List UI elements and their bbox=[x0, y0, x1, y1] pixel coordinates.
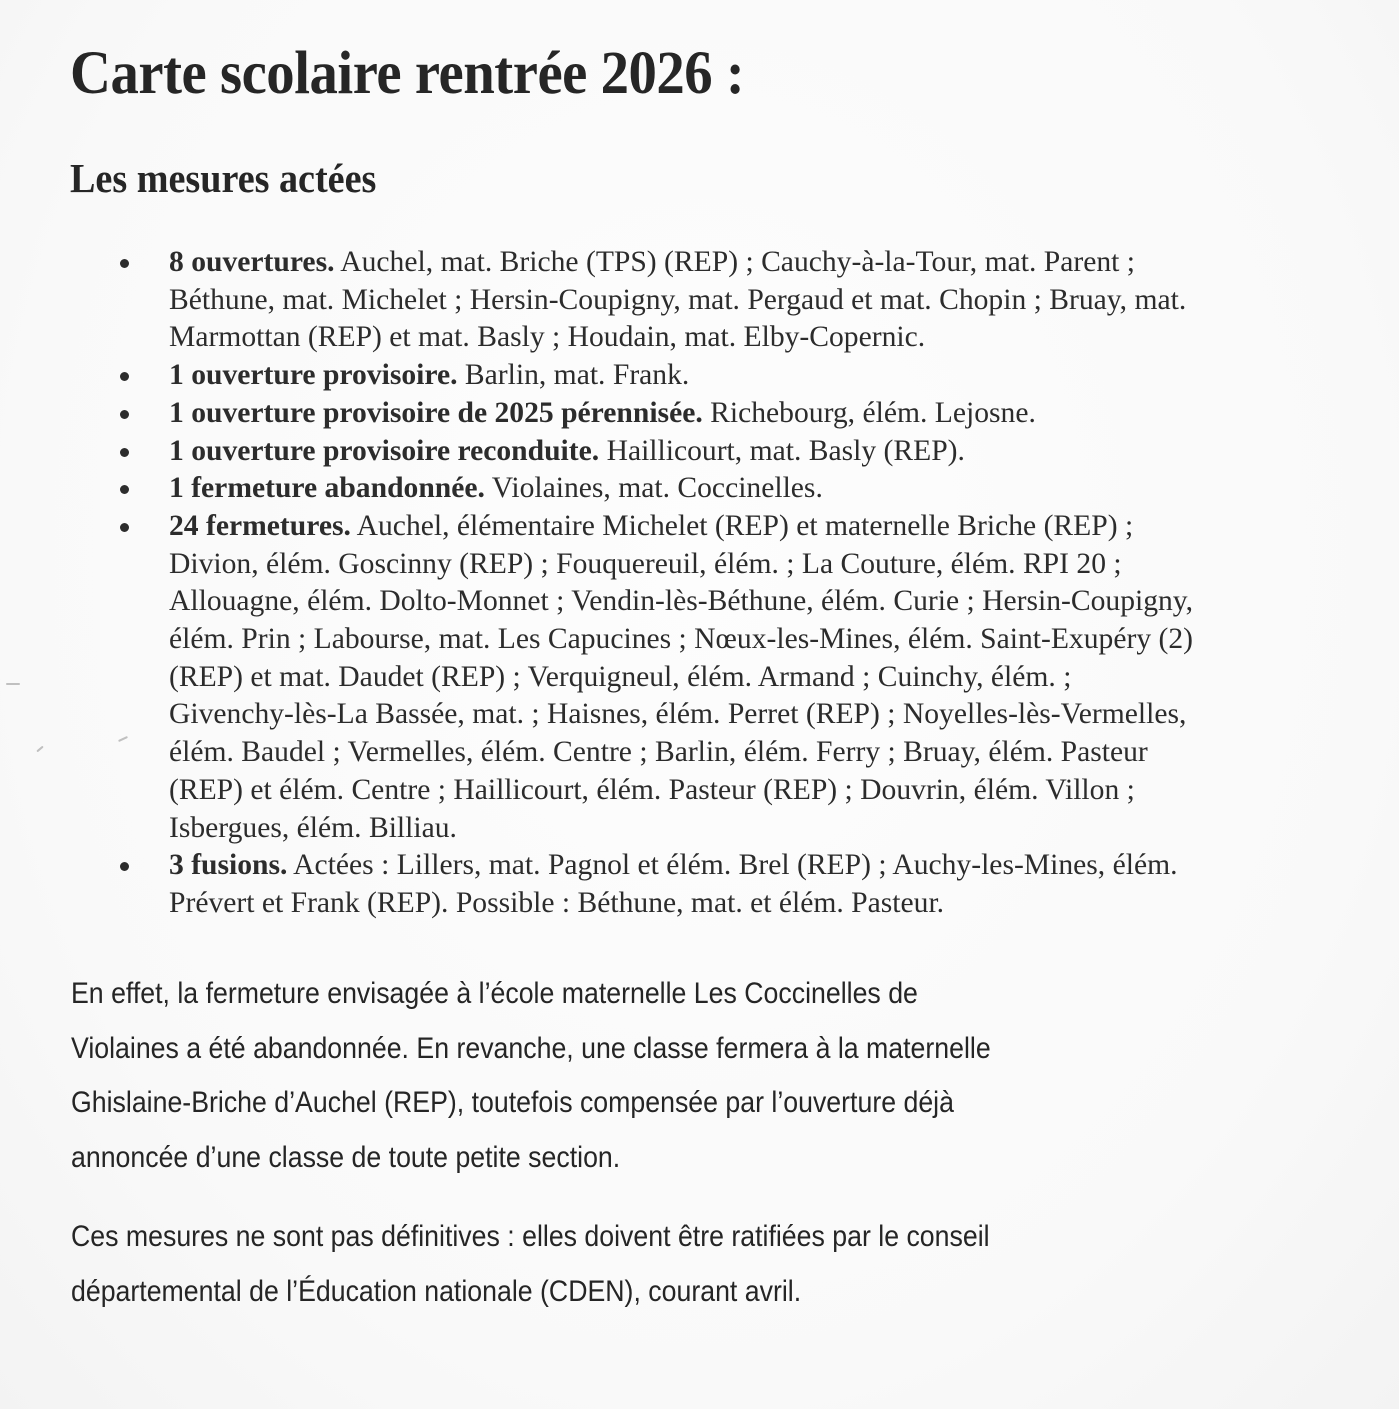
measure-item-closures bbox=[112, 508, 1352, 847]
measure-line bbox=[169, 470, 1352, 508]
measure-text: Auchel, mat. Briche (TPS) (REP) ; Cauchy-à-la-Tour, mat. Parent ; bbox=[334, 246, 1135, 278]
measure-text: Haillicourt, mat. Basly (REP). bbox=[599, 434, 965, 467]
paragraph-explanation bbox=[71, 967, 991, 1185]
bullet-icon bbox=[120, 259, 129, 268]
measure-line: (REP) et élém. Centre ; Haillicourt, élém. Pasteur (REP) ; Douvrin, élém. Villon ; bbox=[169, 773, 1135, 806]
measures-list bbox=[112, 244, 1352, 923]
measure-text: Barlin, mat. Frank. bbox=[457, 359, 690, 392]
bullet-icon bbox=[120, 372, 129, 381]
paragraph-line: Ces mesures ne sont pas définitives : elles doivent être ratifiées par le conseil bbox=[71, 1220, 990, 1253]
bullet-icon bbox=[120, 410, 129, 419]
section-subtitle: Les mesures actées bbox=[70, 155, 377, 201]
paragraph-disclaimer bbox=[71, 1210, 990, 1319]
measure-item-openings bbox=[112, 244, 1352, 357]
page-title: Carte scolaire rentrée 2026 : bbox=[70, 40, 745, 107]
measure-line: Béthune, mat. Michelet ; Hersin-Coupigny, mat. Pergaud et mat. Chopin ; Bruay, mat. bbox=[169, 283, 1187, 316]
scan-speck bbox=[6, 683, 20, 685]
measure-heading: 24 fermetures. bbox=[169, 509, 351, 542]
measure-line bbox=[169, 847, 1352, 885]
measure-line: Givenchy-lès-La Bassée, mat. ; Haisnes, élém. Perret (REP) ; Noyelles-lès-Vermelles, bbox=[169, 698, 1187, 731]
measure-heading: 8 ouvertures. bbox=[169, 246, 335, 278]
measure-heading: 1 ouverture provisoire. bbox=[169, 359, 458, 392]
measure-item-renewed bbox=[112, 433, 1352, 471]
measure-line bbox=[169, 433, 1352, 471]
measure-line bbox=[169, 357, 1352, 395]
paragraph-line: Violaines a été abandonnée. En revanche, une classe fermera à la maternelle bbox=[71, 1031, 991, 1065]
measure-line bbox=[169, 395, 1352, 433]
measure-heading: 1 fermeture abandonnée. bbox=[169, 472, 485, 505]
measure-heading: 1 ouverture provisoire reconduite. bbox=[169, 434, 600, 467]
measure-line: Isbergues, élém. Billiau. bbox=[169, 811, 457, 844]
measure-line: Allouagne, élém. Dolto-Monnet ; Vendin-lès-Béthune, élém. Curie ; Hersin-Coupigny, bbox=[169, 585, 1194, 618]
measure-line bbox=[169, 244, 1352, 282]
paragraph-line: départemental de l’Éducation nationale (CDEN), courant avril. bbox=[71, 1274, 802, 1308]
measure-item-provisional-opening bbox=[112, 357, 1352, 395]
measure-item-mergers bbox=[112, 847, 1352, 922]
bullet-icon bbox=[120, 448, 129, 457]
measure-text: Actées : Lillers, mat. Pagnol et élém. Brel (REP) ; Auchy-les-Mines, élém. bbox=[287, 849, 1178, 882]
paragraph-line: annoncée d’une classe de toute petite section. bbox=[71, 1140, 621, 1174]
bullet-icon bbox=[120, 485, 129, 494]
measure-text: Violaines, mat. Coccinelles. bbox=[484, 472, 823, 505]
paragraph-line: Ghislaine-Briche d’Auchel (REP), toutefois compensée par l’ouverture déjà bbox=[71, 1086, 954, 1120]
measure-line: élém. Baudel ; Vermelles, élém. Centre ; Barlin, élém. Ferry ; Bruay, élém. Pasteur bbox=[169, 736, 1148, 769]
measure-line: élém. Prin ; Labourse, mat. Les Capucines ; Nœux-les-Mines, élém. Saint-Exupéry (2) bbox=[169, 623, 1194, 656]
measure-text: Auchel, élémentaire Michelet (REP) et maternelle Briche (REP) ; bbox=[350, 509, 1134, 542]
paragraph-line: En effet, la fermeture envisagée à l’école maternelle Les Coccinelles de bbox=[71, 977, 918, 1010]
measure-item-made-permanent bbox=[112, 395, 1352, 433]
scan-speck bbox=[36, 746, 43, 753]
measure-line: (REP) et mat. Daudet (REP) ; Verquigneul, élém. Armand ; Cuinchy, élém. ; bbox=[169, 660, 1072, 693]
bullet-icon bbox=[120, 523, 129, 532]
measure-line: Prévert et Frank (REP). Possible : Béthune, mat. et élém. Pasteur. bbox=[169, 886, 945, 919]
measure-line: Divion, élém. Goscinny (REP) ; Fouquereuil, élém. ; La Couture, élém. RPI 20 ; bbox=[169, 547, 1122, 580]
bullet-icon bbox=[120, 862, 129, 871]
measure-heading: 1 ouverture provisoire de 2025 pérennisée. bbox=[169, 396, 703, 429]
measure-line: Marmottan (REP) et mat. Basly ; Houdain, mat. Elby-Copernic. bbox=[169, 321, 926, 354]
measure-heading: 3 fusions. bbox=[169, 849, 288, 882]
measure-item-closure-abandoned bbox=[112, 470, 1352, 508]
measure-line bbox=[169, 508, 1352, 546]
measure-text: Richebourg, élém. Lejosne. bbox=[702, 396, 1036, 429]
